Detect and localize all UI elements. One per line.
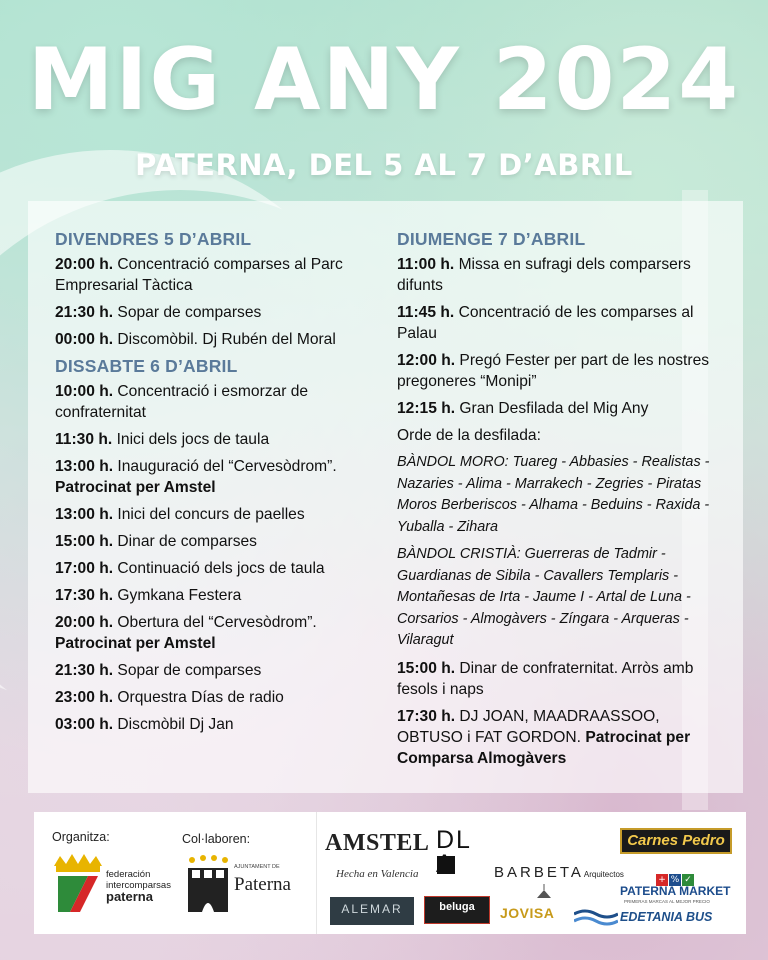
page-subtitle: PATERNA, DEL 5 AL 7 D’ABRIL [135, 148, 633, 182]
sunday-late-events [397, 658, 727, 700]
event-text: Dinar de comparses [117, 533, 257, 550]
friday-events [55, 254, 365, 350]
event-final [397, 706, 727, 769]
band-cristia: BÀNDOL CRISTIÀ: Guerreras de Tadmir - Guardianas de Sibila - Cavallers Templaris - Montañesas de Irta - Jaume I - Artal de Luna - Corsarios - Almogàvers - Zíngara - Arqueras - Vilaragut [397, 546, 691, 648]
event-time: 17:30 h. [397, 707, 456, 725]
event-time: 20:00 h. [55, 256, 114, 273]
paterna-name: Paterna [234, 874, 291, 895]
left-column [55, 227, 365, 741]
event-text: Sopar de comparses [117, 304, 262, 321]
paterna-tower-icon [184, 854, 232, 916]
event-text: Missa en sufragi dels comparsers difunts [397, 256, 691, 294]
event-text: Concentració de les comparses al Palau [397, 304, 694, 342]
edetania-bus-logo: EDETANIA BUS [620, 910, 713, 924]
event-time: 12:00 h. [397, 352, 456, 369]
sponsor-divider [316, 812, 317, 934]
page-title: MIG ANY 2024 [27, 30, 741, 130]
event-text: Inici del concurs de paelles [117, 506, 305, 523]
event-time: 00:00 h. [55, 331, 114, 348]
day-heading-saturday: DISSABTE 6 D’ABRIL [55, 356, 238, 376]
event-time: 23:00 h. [55, 689, 114, 706]
paterna-market-tagline: PRIMERAS MARCAS AL MEJOR PRECIO [624, 899, 710, 904]
event-text: Inici dels jocs de taula [116, 431, 270, 448]
event-item [55, 254, 365, 296]
event-item [55, 714, 365, 735]
right-column [397, 227, 727, 775]
event-sponsor: Patrocinat per Amstel [55, 635, 216, 652]
parade-order-label: Orde de la desfilada: [397, 427, 541, 444]
event-item [55, 329, 365, 350]
event-item [55, 531, 365, 552]
alemar-logo: ALEMAR [330, 897, 414, 925]
check-icon: ✓ [682, 874, 694, 886]
event-item [55, 429, 365, 450]
event-item [55, 504, 365, 525]
federacion-logo-icon [50, 852, 106, 918]
event-time: 17:30 h. [55, 587, 114, 604]
plus-icon: + [656, 874, 668, 886]
day-heading-friday: DIVENDRES 5 D’ABRIL [55, 229, 252, 249]
day-heading-sunday: DIUMENGE 7 D’ABRIL [397, 229, 586, 249]
amstel-logo: AMSTEL [325, 830, 430, 856]
federacion-name: federación intercomparsas paterna [106, 869, 171, 904]
event-text: Gymkana Festera [117, 587, 242, 604]
event-text: Dinar de confraternitat. Arròs amb fesols i naps [397, 659, 694, 698]
dla-box-icon [437, 856, 455, 874]
event-text: Orquestra Días de radio [117, 689, 284, 706]
event-item [55, 687, 365, 708]
event-item [55, 612, 365, 654]
event-time: 03:00 h. [55, 716, 114, 733]
organitza-label: Organitza: [52, 830, 110, 844]
event-item [55, 381, 365, 423]
paterna-market-logo: PATERNA MARKET [620, 884, 731, 898]
event-item [55, 660, 365, 681]
event-text: Discmòbil Dj Jan [117, 716, 234, 733]
dla-logo: DL [436, 826, 472, 854]
event-text: Pregó Fester per part de les nostres pregoneres “Monipi” [397, 352, 710, 390]
sunday-events [397, 254, 727, 419]
event-item [397, 350, 727, 392]
event-time: 21:30 h. [55, 662, 114, 679]
event-sponsor: Patrocinat per Amstel [55, 479, 216, 496]
percent-icon: % [670, 875, 680, 885]
beluga-logo: beluga [424, 896, 490, 924]
lamp-icon [531, 884, 557, 902]
event-text: Sopar de comparses [117, 662, 262, 679]
event-time: 13:00 h. [55, 506, 114, 523]
ajuntament-label: AJUNTAMENT DE [234, 864, 280, 870]
amstel-tagline: Hecha en Valencia [336, 868, 419, 880]
event-time: 21:30 h. [55, 304, 114, 321]
edetania-wave-icon [574, 908, 618, 926]
event-time: 10:00 h. [55, 383, 114, 400]
band-moro: BÀNDOL MORO: Tuareg - Abbasies - Realistas - Nazaries - Alima - Marrakech - Zegries - Piratas Moros Berberiscos - Alhama - Beduins - Raxida - Yuballa - Zihara [397, 454, 710, 535]
event-text: Obertura del “Cervesòdrom”. [117, 614, 317, 631]
event-text: Continuació dels jocs de taula [117, 560, 325, 577]
event-text: Concentració i esmorzar de confraternitat [55, 383, 309, 421]
event-item [55, 558, 365, 579]
event-text: Concentració comparses al Parc Empresarial Tàctica [55, 256, 343, 294]
saturday-events [55, 381, 365, 735]
event-item [397, 302, 727, 344]
colaboren-label: Col·laboren: [182, 832, 251, 846]
jovisa-logo: JOVISA [500, 905, 555, 921]
event-item [397, 254, 727, 296]
event-time: 17:00 h. [55, 560, 114, 577]
event-time: 13:00 h. [55, 458, 114, 475]
event-time: 11:00 h. [397, 256, 455, 273]
event-time: 15:00 h. [397, 659, 456, 677]
event-time: 11:45 h. [397, 304, 455, 321]
program-panel [28, 201, 743, 793]
event-sponsor: Patrocinat per Comparsa Almogàvers [397, 728, 691, 767]
event-text: DJ JOAN, MAADRAASSOO, OBTUSO i FAT GORDON. [397, 707, 660, 746]
event-text: Discomòbil. Dj Rubén del Moral [117, 331, 336, 348]
event-text: Gran Desfilada del Mig Any [459, 400, 649, 417]
event-item [55, 302, 365, 323]
event-item [55, 585, 365, 606]
event-time: 11:30 h. [55, 431, 113, 448]
sponsors-strip [34, 812, 746, 934]
event-item [397, 658, 727, 700]
carnes-pedro-logo: Carnes Pedro [620, 828, 732, 854]
event-item [55, 456, 365, 498]
event-time: 20:00 h. [55, 614, 114, 631]
event-item [397, 398, 727, 419]
event-time: 12:15 h. [397, 400, 456, 417]
event-time: 15:00 h. [55, 533, 114, 550]
barbeta-logo: BARBETAArquitectos [494, 864, 624, 881]
event-text: Inauguració del “Cervesòdrom”. [117, 458, 337, 475]
